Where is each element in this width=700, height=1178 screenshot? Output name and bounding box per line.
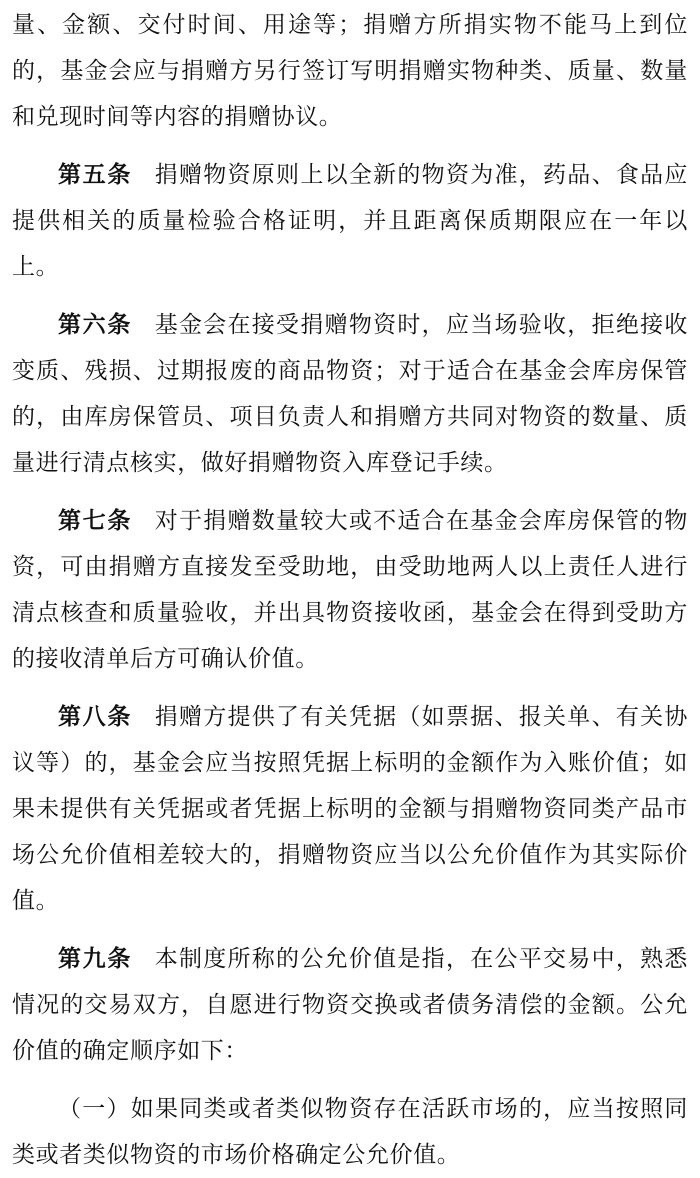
article-9 — [12, 936, 688, 1074]
article-title: 第五条 — [58, 162, 133, 188]
article-title: 第九条 — [58, 946, 133, 972]
article-text: 基金会在接受捐赠物资时，应当场验收，拒绝接收变质、残损、过期报废的商品物资；对于适合在基金会库房保管的，由库房保管员、项目负责人和捐赠方共同对物资的数量、质量进行清点核实，做好捐赠物资入库登记手续。 — [12, 312, 688, 476]
article-title: 第七条 — [58, 508, 133, 534]
article-title: 第八条 — [58, 704, 133, 730]
article-title: 第六条 — [58, 312, 133, 338]
paragraph-text: 量、金额、交付时间、用途等；捐赠方所捐实物不能马上到位的，基金会应与捐赠方另行签订写明捐赠实物种类、质量、数量和兑现时间等内容的捐赠协议。 — [12, 12, 688, 130]
paragraph-continuation — [12, 2, 688, 140]
article-text: 捐赠物资原则上以全新的物资为准，药品、食品应提供相关的质量检验合格证明，并且距离保质期限应在一年以上。 — [12, 162, 688, 280]
article-text: 捐赠方提供了有关凭据（如票据、报关单、有关协议等）的，基金会应当按照凭据上标明的金额作为入账价值；如果未提供有关凭据或者凭据上标明的金额与捐赠物资同类产品市场公允价值相差较大的，捐赠物资应当以公允价值作为其实际价值。 — [12, 704, 688, 914]
article-6 — [12, 302, 688, 486]
article-8 — [12, 694, 688, 924]
article-5 — [12, 152, 688, 290]
clause-1 — [12, 1086, 688, 1178]
article-7 — [12, 498, 688, 682]
article-text: 本制度所称的公允价值是指，在公平交易中，熟悉情况的交易双方，自愿进行物资交换或者债务清偿的金额。公允价值的确定顺序如下： — [12, 946, 688, 1064]
article-text: 对于捐赠数量较大或不适合在基金会库房保管的物资，可由捐赠方直接发至受助地，由受助地两人以上责任人进行清点核查和质量验收，并出具物资接收函，基金会在得到受助方的接收清单后方可确认价值。 — [12, 508, 688, 672]
clause-text: （一）如果同类或者类似物资存在活跃市场的，应当按照同类或者类似物资的市场价格确定公允价值。 — [12, 1096, 688, 1168]
